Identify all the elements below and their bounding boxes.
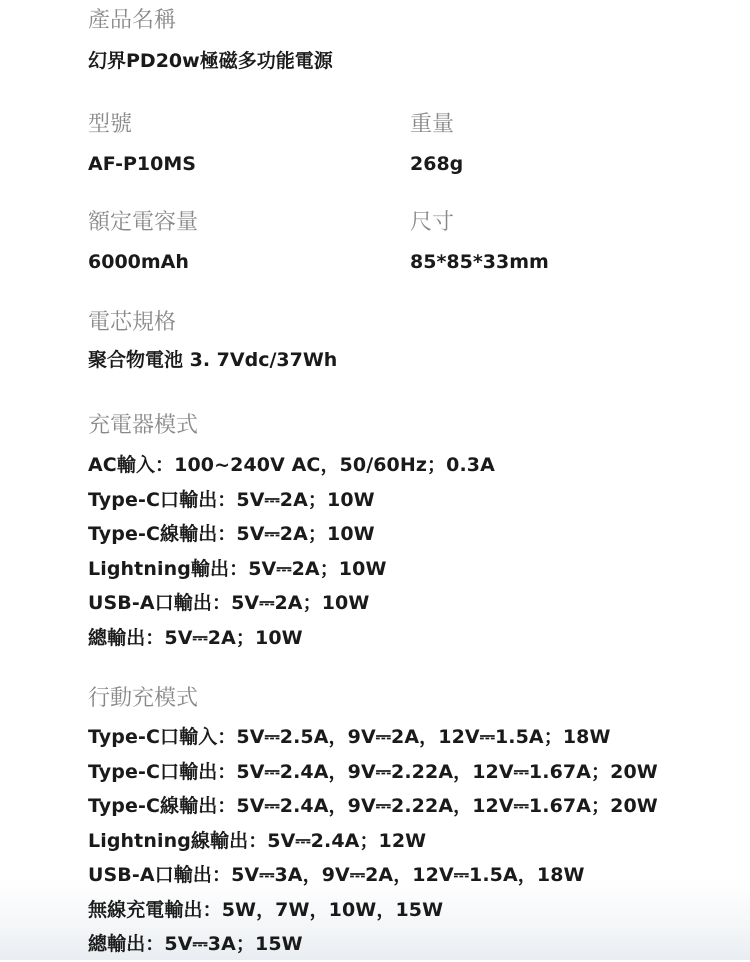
model-label: 型號	[88, 112, 133, 137]
cell-spec-value: 聚合物電池 3. 7Vdc/37Wh	[88, 349, 338, 371]
model-value: AF-P10MS	[88, 153, 196, 175]
charger-mode-line: AC輸入：100~240V AC，50/60Hz；0.3A	[88, 454, 495, 476]
size-value: 85*85*33mm	[410, 251, 549, 273]
charger-mode-line: Type-C線輸出：5V⎓2A；10W	[88, 523, 375, 545]
powerbank-mode-list	[88, 720, 658, 962]
powerbank-mode-line: Type-C口輸入：5V⎓2.5A，9V⎓2A，12V⎓1.5A；18W	[88, 726, 611, 748]
powerbank-mode-label: 行動充模式	[88, 686, 199, 711]
powerbank-mode-line: Type-C線輸出：5V⎓2.4A，9V⎓2.22A，12V⎓1.67A；20W	[88, 795, 658, 817]
charger-mode-line: Type-C口輸出：5V⎓2A；10W	[88, 488, 375, 511]
size-label: 尺寸	[410, 210, 455, 235]
weight-label: 重量	[410, 112, 455, 137]
powerbank-mode-line: USB-A口輸出：5V⎓3A，9V⎓2A，12V⎓1.5A，18W	[88, 864, 585, 886]
powerbank-mode-line: Lightning線輸出：5V⎓2.4A；12W	[88, 829, 427, 852]
product-name-value: 幻界PD20w極磁多功能電源	[88, 50, 333, 72]
product-name-label: 產品名稱	[88, 8, 177, 33]
powerbank-mode-line: Type-C口輸出：5V⎓2.4A，9V⎓2.22A，12V⎓1.67A；20W	[88, 760, 658, 783]
cell-spec-label: 電芯規格	[88, 310, 177, 335]
capacity-label: 額定電容量	[88, 210, 199, 235]
charger-mode-line: USB-A口輸出：5V⎓2A；10W	[88, 592, 370, 614]
capacity-value: 6000mAh	[88, 251, 189, 273]
charger-mode-list	[88, 448, 495, 655]
weight-value: 268g	[410, 153, 464, 175]
powerbank-mode-line: 總輸出：5V⎓3A；15W	[88, 933, 303, 955]
charger-mode-label: 充電器模式	[88, 413, 199, 438]
charger-mode-line: 總輸出：5V⎓2A；10W	[88, 626, 303, 649]
charger-mode-line: Lightning輸出：5V⎓2A；10W	[88, 557, 387, 580]
powerbank-mode-line: 無線充電輸出：5W，7W，10W，15W	[88, 898, 444, 921]
